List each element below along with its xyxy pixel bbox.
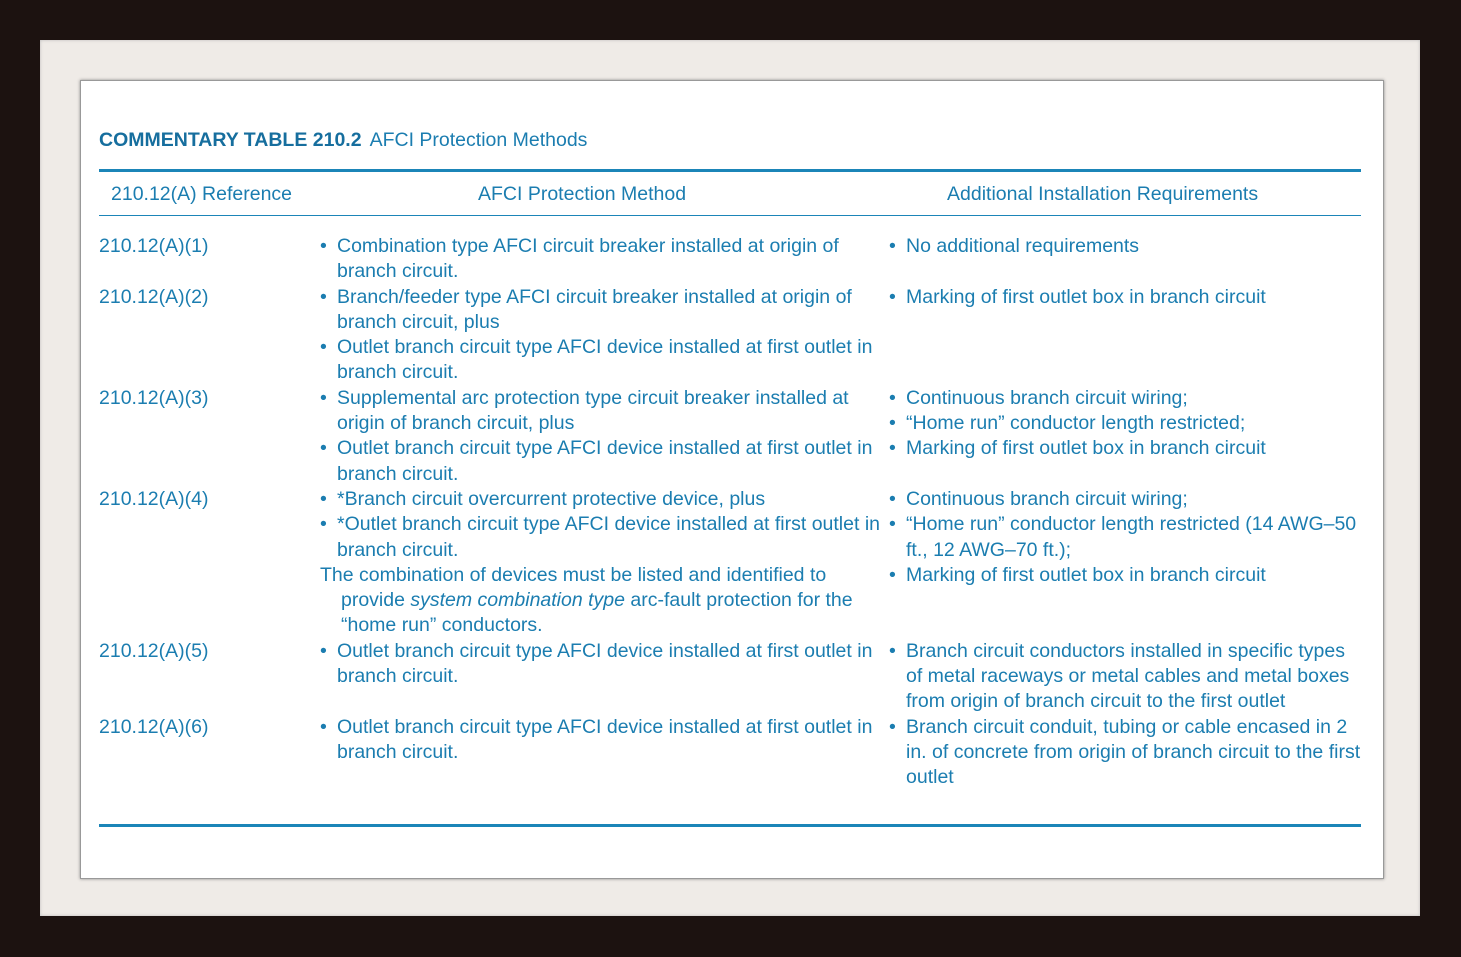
requirements-cell — [889, 234, 1361, 285]
table-row — [99, 234, 1361, 285]
note-text: arc-fault protection for the “home run” conductors. — [341, 589, 853, 637]
requirement-item: • Branch circuit conductors installed in specific types of metal raceways or metal cables and metal boxes from origin of branch circuit to the first outlet — [889, 639, 1361, 715]
method-item: • Outlet branch circuit type AFCI device installed at first outlet in branch circuit. — [320, 335, 889, 386]
requirement-item: • Marking of first outlet box in branch circuit — [889, 436, 1361, 461]
method-item: • Supplemental arc protection type circuit breaker installed at origin of branch circuit, plus — [320, 386, 889, 437]
method-cell — [320, 715, 889, 791]
requirement-item: • Continuous branch circuit wiring; — [889, 386, 1361, 411]
table-row — [99, 285, 1361, 386]
reference-cell: 210.12(A)(2) — [99, 285, 209, 308]
requirement-item: • Branch circuit conduit, tubing or cable encased in 2 in. of concrete from origin of branch circuit to the first outlet — [889, 715, 1361, 791]
method-item: • Outlet branch circuit type AFCI device installed at first outlet in branch circuit. — [320, 436, 889, 487]
requirements-cell — [889, 487, 1361, 639]
requirements-cell — [889, 639, 1361, 715]
requirements-cell — [889, 715, 1361, 791]
requirement-item: • Marking of first outlet box in branch circuit — [889, 285, 1361, 310]
table-number: COMMENTARY TABLE 210.2 — [99, 129, 362, 151]
reference-cell: 210.12(A)(6) — [99, 715, 209, 738]
header-rule — [99, 215, 1361, 216]
reference-cell: 210.12(A)(1) — [99, 235, 209, 257]
requirement-item: • “Home run” conductor length restricted (14 AWG‒50 ft., 12 AWG‒70 ft.); — [889, 512, 1361, 563]
table-row — [99, 639, 1361, 715]
method-item: • Branch/feeder type AFCI circuit breaker installed at origin of branch circuit, plus — [320, 285, 889, 336]
top-rule — [99, 169, 1361, 172]
method-cell — [320, 234, 889, 285]
method-item: • *Branch circuit overcurrent protective device, plus — [320, 487, 889, 512]
table-body — [99, 234, 1361, 791]
bottom-rule — [99, 824, 1361, 827]
method-cell — [320, 487, 889, 639]
reference-cell: 210.12(A)(5) — [99, 639, 209, 662]
table-caption: AFCI Protection Methods — [369, 129, 588, 151]
method-cell — [320, 639, 889, 715]
method-cell — [320, 386, 889, 487]
note-italic-term: system combination type — [410, 589, 625, 612]
method-note — [320, 563, 889, 639]
table-row — [99, 715, 1361, 791]
method-item: • Outlet branch circuit type AFCI device installed at first outlet in branch circuit. — [320, 639, 889, 690]
requirements-cell — [889, 386, 1361, 487]
note-text: The combination of devices must be listed and identified to provide — [320, 563, 827, 612]
header-requirements: Additional Installation Requirements — [947, 183, 1259, 205]
table-row — [99, 487, 1361, 639]
requirement-item: • Continuous branch circuit wiring; — [889, 487, 1361, 512]
method-item: • Outlet branch circuit type AFCI device installed at first outlet in branch circuit. — [320, 715, 889, 766]
requirement-item: • “Home run” conductor length restricted; — [889, 411, 1361, 436]
reference-cell: 210.12(A)(4) — [99, 487, 209, 510]
requirements-cell — [889, 285, 1361, 386]
table-title — [99, 129, 587, 152]
header-reference: 210.12(A) Reference — [111, 183, 293, 205]
table-row — [99, 386, 1361, 487]
method-item: • *Outlet branch circuit type AFCI device installed at first outlet in branch circuit. — [320, 512, 889, 563]
method-item: • Combination type AFCI circuit breaker installed at origin of branch circuit. — [320, 234, 889, 285]
requirement-item: • Marking of first outlet box in branch circuit — [889, 563, 1361, 588]
reference-cell: 210.12(A)(3) — [99, 386, 209, 409]
method-cell — [320, 285, 889, 386]
header-method: AFCI Protection Method — [478, 183, 687, 205]
requirement-item: • No additional requirements — [889, 234, 1361, 259]
